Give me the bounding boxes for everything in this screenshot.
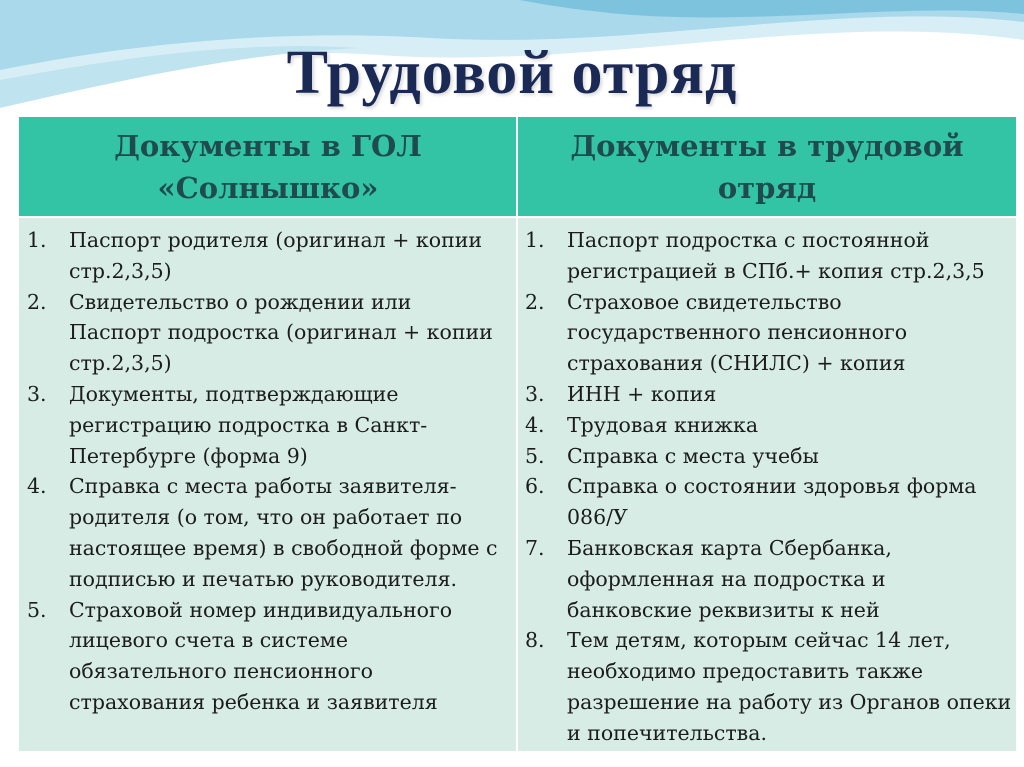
item-number: 7. [525, 535, 545, 560]
header-line: «Солнышко» [157, 171, 379, 205]
header-gol-solnyshko [29, 125, 507, 209]
item-number: 3. [525, 381, 545, 406]
list-item [27, 379, 509, 471]
item-text: Свидетельство о рождении или Паспорт подростка (оригинал + копии стр.2,3,5) [69, 289, 493, 376]
item-number: 4. [525, 412, 545, 437]
item-text: Паспорт родителя (оригинал + копии стр.2,3,5) [69, 228, 483, 283]
list-item [27, 471, 509, 594]
item-text: Страховое свидетельство государственного пенсионного страхования (СНИЛС) + копия [567, 289, 908, 376]
item-number: 1. [27, 228, 47, 252]
item-text: ИНН + копия [567, 381, 717, 406]
list-item [525, 379, 1013, 410]
item-number: 2. [27, 289, 47, 314]
header-line: отряд [717, 171, 817, 205]
header-line: Документы в ГОЛ [114, 129, 422, 163]
list-item [525, 533, 1013, 625]
item-number: 2. [525, 289, 545, 314]
list-item [525, 410, 1013, 441]
item-text: Банковская карта Сбербанка, оформленная на подростка и банковские реквизиты к ней [567, 535, 892, 622]
list-item [525, 441, 1013, 472]
list-item [525, 287, 1013, 379]
item-text: Документы, подтверждающие регистрацию подростка в Санкт-Петербурге (форма 9) [69, 381, 428, 468]
list-item [525, 625, 1013, 748]
item-text: Справка с места учебы [567, 443, 819, 468]
documents-table [18, 116, 1017, 752]
item-number: 6. [525, 474, 545, 499]
item-number: 5. [27, 597, 47, 622]
column-divider [516, 117, 518, 751]
list-item [27, 225, 509, 287]
row-divider [19, 216, 1016, 218]
gol-documents-list [27, 225, 509, 718]
item-number: 5. [525, 443, 545, 468]
list-item [27, 287, 509, 379]
labor-squad-documents-list [525, 225, 1013, 749]
item-text: Справка о состоянии здоровья форма 086/У [567, 474, 977, 530]
list-item [525, 471, 1013, 533]
header-labor-squad [527, 125, 1007, 209]
item-text: Тем детям, которым сейчас 14 лет, необходимо предоставить также разрешение на работу из Органов опеки и попечительства. [567, 628, 1012, 745]
item-text: Трудовая книжка [567, 412, 759, 437]
page-title: Трудовой отряд [286, 39, 738, 107]
item-text: Страховой номер индивидуального лицевого счета в системе обязательного пенсионного страхования ребенка и заявителя [69, 597, 453, 714]
item-text: Паспорт подростка с постоянной регистрацией в СПб.+ копия стр.2,3,5 [567, 228, 985, 283]
item-text: Справка с места работы заявителя-родителя (о том, что он работает по настоящее время) в свободной форме с подписью и печатью руководителя. [69, 474, 498, 591]
item-number: 1. [525, 228, 545, 252]
header-line: Документы в трудовой [570, 129, 964, 163]
item-number: 8. [525, 628, 545, 653]
item-number: 3. [27, 381, 47, 406]
item-number: 4. [27, 474, 47, 499]
list-item [525, 225, 1013, 287]
list-item [27, 595, 509, 718]
